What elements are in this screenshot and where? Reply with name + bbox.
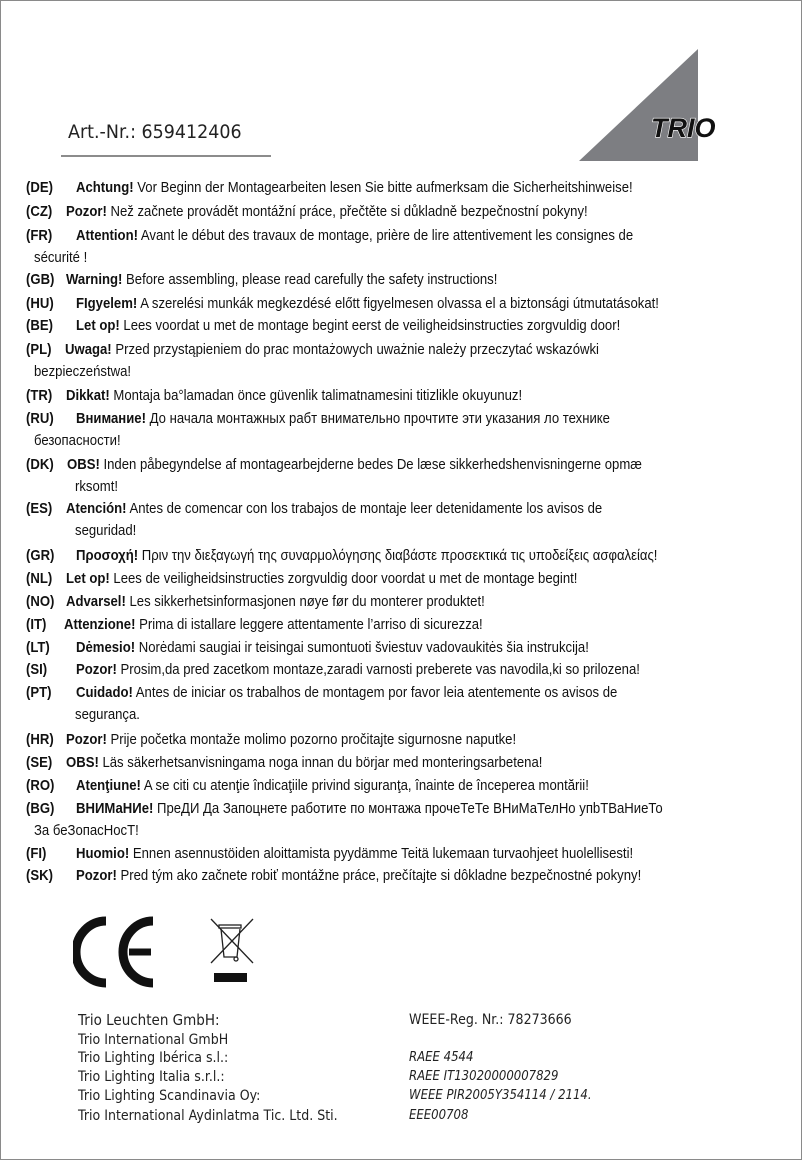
warning-text: Než začnete provádět montážní práce, přečtěte si důkladně bezpečnostní pokyny! bbox=[110, 203, 588, 220]
warning-label: Let op! bbox=[66, 570, 110, 587]
warning-text: A se citi cu atenţie îndicaţiile privind siguranţa, înainte de începerea montării! bbox=[143, 777, 589, 794]
warning-text: Pred tým ako začnete robiť montážne práce, prečítajte si dôkladne bezpečnostné pokyny! bbox=[120, 867, 642, 884]
warning-label: Atenţiune! bbox=[76, 777, 141, 794]
weee-bin-icon bbox=[211, 919, 253, 982]
warning-text: Lees voordat u met de montage begint eerst de veiligheidsinstructies zorgvuldig door! bbox=[123, 317, 621, 334]
warning-text: Läs säkerhetsanvisningama noga innan du börjar med monteringsarbetena! bbox=[102, 754, 543, 771]
language-code: (FI) bbox=[26, 845, 47, 862]
warning-line bbox=[76, 778, 589, 794]
warning-label: Atención! bbox=[66, 500, 127, 517]
company-name: Trio International GmbH bbox=[78, 1032, 229, 1048]
warning-continuation: bezpieczeństwa! bbox=[34, 363, 132, 380]
warning-line bbox=[66, 272, 497, 288]
warning-label: Dėmesio! bbox=[76, 639, 136, 656]
company-name: Trio Lighting Scandinavia Oy: bbox=[78, 1088, 261, 1104]
language-code: (BG) bbox=[26, 800, 55, 817]
warning-label: FIgyelem! bbox=[76, 295, 138, 312]
language-code: (RU) bbox=[26, 410, 54, 427]
warning-text: Norėdami saugiai ir teisingai sumontuoti šviestuv vadovaukitės šia instrukcija! bbox=[138, 639, 589, 656]
language-code: (SE) bbox=[26, 754, 53, 771]
language-code: (PL) bbox=[26, 341, 52, 358]
warning-continuation: За беЗопасНосТ! bbox=[34, 822, 139, 839]
warning-label: Attenzione! bbox=[64, 616, 136, 633]
warning-text: Lees de veiligheidsinstructies zorgvuldig door voordat u met de montage begint! bbox=[113, 570, 578, 587]
logo-triangle bbox=[579, 49, 698, 161]
registration-number: EEE00708 bbox=[409, 1108, 469, 1123]
warning-text: Przed przystąpieniem do prac montażowych uważnie należy przeczytać wskazówki bbox=[115, 341, 599, 358]
company-name: Trio Lighting Ibérica s.l.: bbox=[78, 1050, 229, 1066]
company-name: Trio International Aydinlatma Tic. Ltd. Sti. bbox=[78, 1108, 338, 1124]
language-code: (SI) bbox=[26, 661, 48, 678]
warning-line bbox=[65, 342, 599, 358]
ce-mark-icon bbox=[76, 921, 153, 983]
warning-label: Advarsel! bbox=[66, 593, 126, 610]
warning-text: A szerelési munkák megkezdésé előtt figyelmesen olvassa el a biztonsági útmutatásokat! bbox=[140, 295, 659, 312]
language-code: (TR) bbox=[26, 387, 53, 404]
weee-registration: WEEE-Reg. Nr.: 78273666 bbox=[409, 1012, 572, 1028]
warning-text: Before assembling, please read carefully the safety instructions! bbox=[126, 271, 498, 288]
article-number-value: 659412406 bbox=[141, 121, 242, 143]
warning-line bbox=[76, 868, 641, 884]
warning-continuation: segurança. bbox=[75, 706, 140, 723]
warning-line bbox=[76, 801, 663, 817]
warning-text: Antes de comencar con los trabajos de montaje leer detenidamente los avisos de bbox=[129, 500, 603, 517]
warning-line bbox=[66, 204, 588, 220]
warning-line bbox=[76, 228, 633, 244]
warning-continuation: безопасности! bbox=[34, 432, 121, 449]
warning-label: OBS! bbox=[67, 456, 100, 473]
warning-line bbox=[76, 685, 617, 701]
warning-text: Prije početka montaže molimo pozorno pročitajte sigurnosne naputke! bbox=[110, 731, 517, 748]
warning-line bbox=[76, 180, 633, 196]
warning-label: Huomio! bbox=[76, 845, 130, 862]
warning-line bbox=[76, 662, 640, 678]
warning-line bbox=[76, 640, 589, 656]
language-code: (PT) bbox=[26, 684, 52, 701]
warning-line bbox=[64, 617, 483, 633]
language-code: (SK) bbox=[26, 867, 53, 884]
warning-line bbox=[66, 732, 516, 748]
warning-label: Pozor! bbox=[76, 661, 117, 678]
warning-label: Let op! bbox=[76, 317, 120, 334]
language-code: (CZ) bbox=[26, 203, 53, 220]
trio-logo bbox=[577, 47, 737, 163]
article-number-label: Art.-Nr.: bbox=[68, 121, 136, 143]
language-code: (DK) bbox=[26, 456, 54, 473]
warning-text: Les sikkerhetsinformasjonen nøye før du monterer produktet! bbox=[129, 593, 485, 610]
warning-line bbox=[67, 457, 642, 473]
article-number bbox=[68, 121, 242, 143]
warning-line bbox=[76, 846, 633, 862]
article-number-underline bbox=[61, 155, 271, 157]
warning-text: Montaja ba°lamadan önce güvenlik talimatnamesini titizlikle okuyunuz! bbox=[113, 387, 523, 404]
logo-text: TRIO bbox=[651, 113, 716, 143]
language-code: (RO) bbox=[26, 777, 55, 794]
warning-text: До начала монтажных рабт внимательно прочтите эти указания ло технике bbox=[149, 410, 610, 427]
warning-line bbox=[66, 571, 577, 587]
warning-line bbox=[66, 501, 602, 517]
registration-number: WEEE PIR2005Y354114 / 2114. bbox=[409, 1088, 592, 1103]
language-code: (HU) bbox=[26, 295, 54, 312]
warning-text: Vor Beginn der Montagearbeiten lesen Sie bitte aufmerksam die Sicherheitshinweise! bbox=[137, 179, 633, 196]
registration-number: RAEE IT13020000007829 bbox=[409, 1069, 559, 1084]
warning-label: Внимание! bbox=[76, 410, 146, 427]
warning-label: OBS! bbox=[66, 754, 99, 771]
language-code: (HR) bbox=[26, 731, 54, 748]
warning-text: Πριν την διεξαγωγή της συναρμολόγησης διαβάστε προσεκτικά τις υποδείξεις ασφαλείας! bbox=[141, 547, 658, 564]
company-name: Trio Lighting Italia s.r.l.: bbox=[78, 1069, 225, 1085]
warning-label: Attention! bbox=[76, 227, 138, 244]
warning-text: Avant le début des travaux de montage, prière de lire attentivement les consignes de bbox=[140, 227, 634, 244]
warning-label: Cuidado! bbox=[76, 684, 133, 701]
warning-line bbox=[76, 548, 657, 564]
warning-text: Antes de iniciar os trabalhos de montagem por favor leia atentemente os avisos de bbox=[135, 684, 618, 701]
warning-line bbox=[66, 594, 485, 610]
warning-label: ВНИМаНИе! bbox=[76, 800, 154, 817]
warning-label: Dikkat! bbox=[66, 387, 110, 404]
registration-number: RAEE 4544 bbox=[409, 1050, 474, 1065]
language-code: (IT) bbox=[26, 616, 47, 633]
warning-line bbox=[66, 755, 542, 771]
warning-label: Achtung! bbox=[76, 179, 134, 196]
company-name: Trio Leuchten GmbH: bbox=[78, 1011, 220, 1029]
language-code: (FR) bbox=[26, 227, 53, 244]
language-code: (NO) bbox=[26, 593, 55, 610]
language-code: (BE) bbox=[26, 317, 53, 334]
language-code: (NL) bbox=[26, 570, 53, 587]
warning-text: Prima di istallare leggere attentamente l’arriso di sicurezza! bbox=[139, 616, 483, 633]
warning-continuation: rksomt! bbox=[75, 478, 119, 495]
warning-text: ПреДИ Да Запоцнете работите по монтажа прочеТеТе ВНиМаТелНо упbТВаНиеТо bbox=[157, 800, 663, 817]
warning-label: Uwaga! bbox=[65, 341, 112, 358]
language-code: (GB) bbox=[26, 271, 55, 288]
warning-text: Inden påbegyndelse af montagearbejderne bedes De læse sikkerhedshenvisningerne opmæ bbox=[103, 456, 642, 473]
warning-line bbox=[76, 318, 620, 334]
warning-line bbox=[76, 411, 610, 427]
language-code: (DE) bbox=[26, 179, 53, 196]
language-code: (GR) bbox=[26, 547, 55, 564]
warning-line bbox=[66, 388, 522, 404]
warning-label: Warning! bbox=[66, 271, 123, 288]
warning-label: Προσοχή! bbox=[76, 547, 139, 564]
compliance-marks bbox=[73, 915, 273, 995]
language-code: (ES) bbox=[26, 500, 53, 517]
warning-label: Pozor! bbox=[66, 203, 107, 220]
warning-text: Prosim,da pred zacetkom montaze,zaradi varnosti preberete vas navodila,ki so prilozena! bbox=[120, 661, 640, 678]
warning-continuation: seguridad! bbox=[75, 522, 137, 539]
language-code: (LT) bbox=[26, 639, 50, 656]
warning-continuation: sécurité ! bbox=[34, 249, 88, 266]
warning-label: Pozor! bbox=[66, 731, 107, 748]
warning-line bbox=[76, 296, 659, 312]
warning-text: Ennen asennustöiden aloittamista pyydämme Teitä lukemaan turvaohjeet huolellisesti! bbox=[132, 845, 634, 862]
warning-label: Pozor! bbox=[76, 867, 117, 884]
